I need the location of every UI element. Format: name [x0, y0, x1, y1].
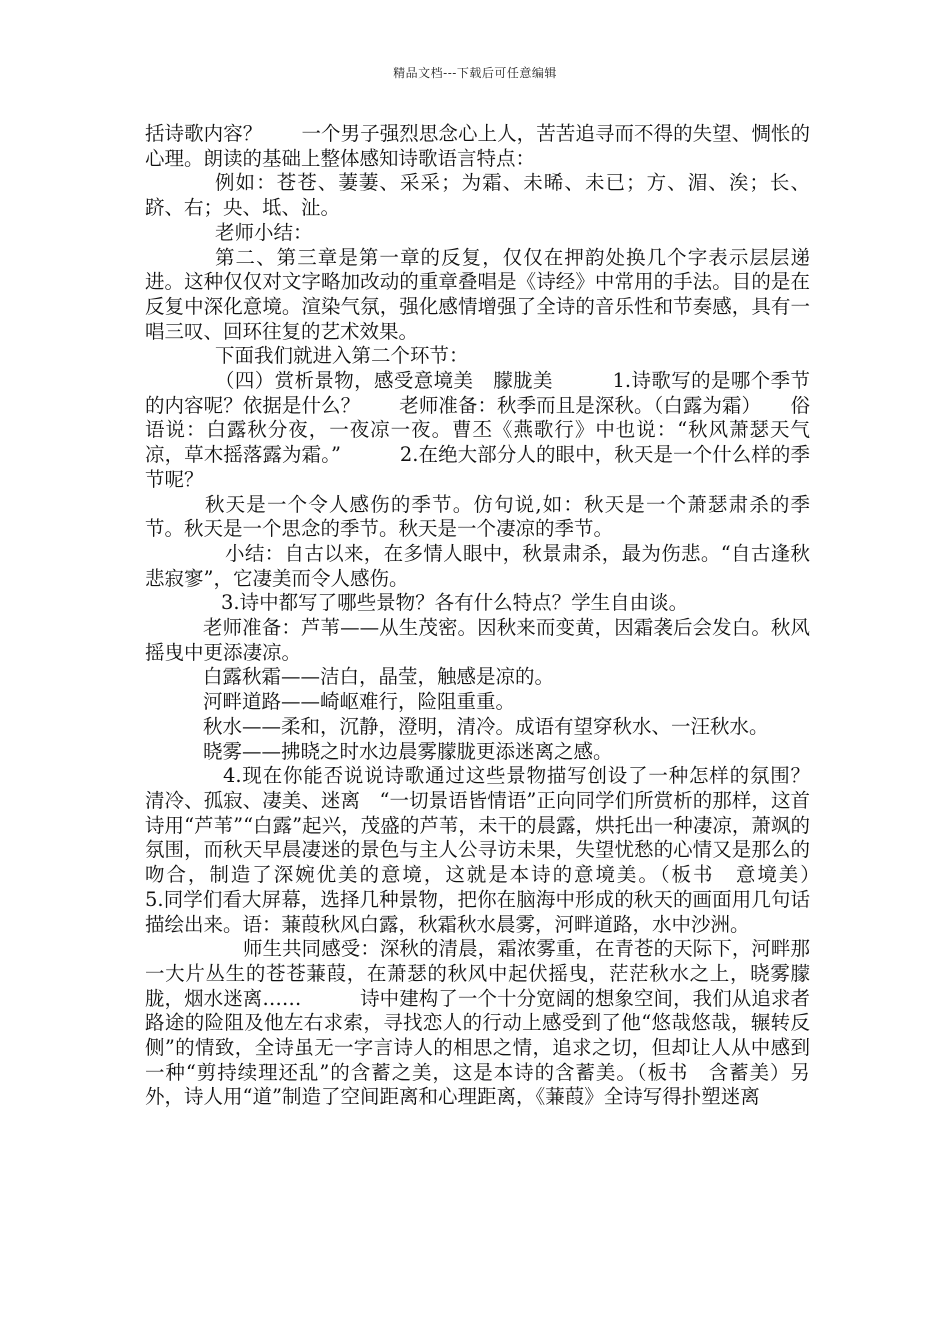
paragraph: 老师小结：: [215, 220, 313, 244]
paragraph: 4.现在你能否说说诗歌通过这些景物描写创设了一种怎样的氛围？ 清冷、孤寂、凄美、迷离 “一切景语皆情语”正向同学们所赏析的那样，这首诗用“芦苇”“白露”起兴，茂盛的芦苇，未干的晨露，烘托出一种凄凉，萧飒的氛围，而秋天早晨凄迷的景色与主人公寻访未果，失望忧愁的心情又是那么的吻合，制造了深婉优美的意境，这就是本诗的意境美。（板书 意境美） 5.同学们看大屏幕，选择几种景物，把你在脑海中形成的秋天的画面用几句话描绘出来。语：蒹葭秋风白露，秋霜秋水晨雾，河畔道路，水中沙洲。: [145, 764, 869, 936]
document-body: [145, 122, 869, 1110]
paragraph: 老师准备：芦苇——从生茂密。因秋来而变黄，因霜袭后会发白。秋风摇曳中更添凄凉。: [145, 616, 810, 664]
paragraph: 小结：自古以来，在多情人眼中，秋景肃杀，最为伤悲。“自古逢秋悲寂寥”，它凄美而令人感伤。: [145, 541, 810, 590]
paragraph: 白露秋霜——洁白，晶莹，触感是凉的。: [203, 665, 555, 689]
paragraph: 河畔道路——崎岖难行，险阻重重。: [203, 690, 516, 714]
paragraph: （四）赏析景物，感受意境美 朦胧美 1.诗歌写的是哪个季节的内容呢？依据是什么？ 老师准备：秋季而且是深秋。（白露为霜） 俗语说：白露秋分夜，一夜凉一夜。曹丕《燕歌行》中也说：“秋风萧瑟天气凉，草木摇落露为霜。” 2.在绝大部分人的眼中，秋天是一个什么样的季节呢？: [145, 369, 810, 491]
paragraph: 例如：苍苍、萋萋、采采；为霜、未晞、未已；方、湄、涘；长、跻、右；央、坻、沚。: [145, 171, 810, 220]
paragraph: 括诗歌内容？ 一个男子强烈思念心上人，苦苦追寻而不得的失望、惆怅的心理。朗读的基础上整体感知诗歌语言特点：: [145, 122, 810, 170]
paragraph: 3.诗中都写了哪些景物？各有什么特点？学生自由谈。: [221, 591, 689, 615]
paragraph: 秋天是一个令人感伤的季节。仿句说,如：秋天是一个萧瑟肃杀的季节。秋天是一个思念的季节。秋天是一个凄凉的季节。: [145, 492, 810, 541]
paragraph: 师生共同感受：深秋的清晨，霜浓雾重，在青苍的天际下，河畔那一大片丛生的苍苍蒹葭，在萧瑟的秋风中起伏摇曳，茫茫秋水之上，晓雾朦胧，烟水迷离…… 诗中建构了一个十分宽阔的想象空间，我们从追求者路途的险阻及他左右求索，寻找恋人的行动上感受到了他“悠哉悠哉，辗转反侧”的情致，全诗虽无一字言诗人的相思之情，追求之切，但却让人从中感到一种“剪持续理还乱”的含蓄之美，这是本诗的含蓄美。（板书 含蓄美）另外，诗人用“道”制造了空间距离和心理距离，《蒹葭》全诗写得扑塑迷离: [145, 937, 810, 1109]
paragraph: 第二、第三章是第一章的反复，仅仅在押韵处换几个字表示层层递进。这种仅仅对文字略加改动的重章叠唱是《诗经》中常用的手法。目的是在反复中深化意境。渲染气氛，强化感情增强了全诗的音乐性和节奏感，具有一唱三叹、回环往复的艺术效果。: [145, 245, 810, 343]
page-header: 精品文档---下载后可任意编辑: [393, 66, 557, 80]
paragraph: 秋水——柔和，沉静，澄明，清冷。成语有望穿秋水、一汪秋水。: [203, 714, 769, 738]
paragraph: 下面我们就进入第二个环节：: [215, 344, 469, 368]
paragraph: 晓雾——拂晓之时水边晨雾朦胧更添迷离之感。: [203, 739, 613, 763]
